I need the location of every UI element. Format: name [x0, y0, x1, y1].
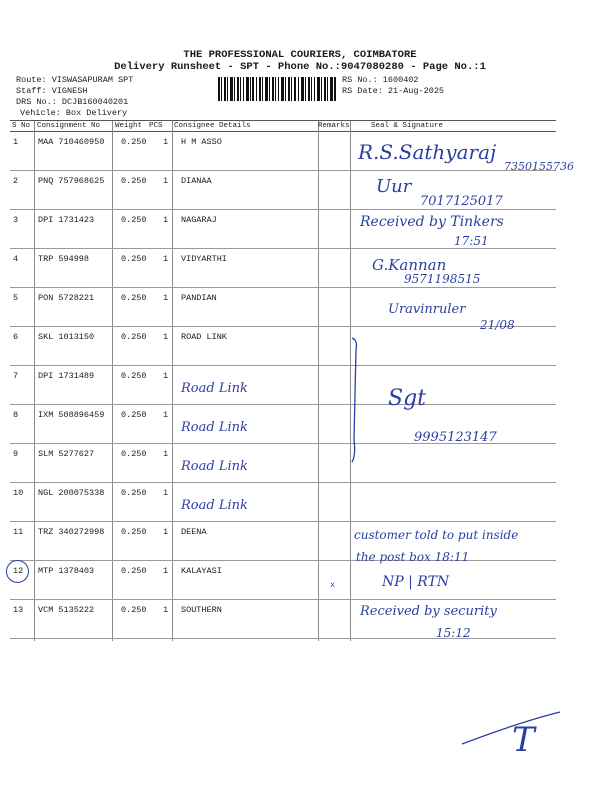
time-row-3: 17:51: [454, 234, 489, 248]
col-header-remarks: Remarks: [318, 122, 350, 130]
company-title: THE PROFESSIONAL COURIERS, COIMBATORE: [183, 49, 417, 61]
weight-value: 0.250: [121, 176, 147, 186]
consignee-name: SOUTHERN: [181, 605, 222, 615]
row-number: 3: [13, 215, 19, 225]
staff-label: Staff: VIGNESH: [16, 86, 88, 96]
weight-value: 0.250: [121, 449, 147, 459]
weight-value: 0.250: [121, 566, 147, 576]
note-row-3: Received by Tinkers: [360, 214, 504, 230]
phone-row-1: 7350155736: [504, 160, 574, 173]
col-header-consignee: Consignee Details: [174, 122, 251, 130]
pcs-value: 1: [163, 527, 169, 537]
pcs-value: 1: [163, 566, 169, 576]
handwritten-consignee-note: Road Link: [181, 498, 248, 513]
row-number: 13: [13, 605, 24, 615]
consignment-number: PON 5728221: [38, 293, 95, 303]
weight-value: 0.250: [121, 527, 147, 537]
note-row-12: NP | RTN: [382, 574, 450, 590]
consignee-name: VIDYARTHI: [181, 254, 227, 264]
pcs-value: 1: [163, 371, 169, 381]
row-number: 2: [13, 176, 19, 186]
phone-row-4: 9571198515: [404, 272, 481, 286]
row-number: 5: [13, 293, 19, 303]
note-row-5: Uravinruler: [388, 302, 466, 317]
vehicle-label: Vehicle: Box Delivery: [20, 108, 128, 118]
consignee-name: H M ASSO: [181, 137, 222, 147]
consignment-number: PNQ 757968625: [38, 176, 105, 186]
pcs-value: 1: [163, 176, 169, 186]
rs-date: RS Date: 21-Aug-2025: [342, 86, 445, 96]
weight-value: 0.250: [121, 605, 147, 615]
note-row-11-line-2: the post box 18:11: [356, 550, 470, 564]
row-number: 8: [13, 410, 19, 420]
row-number: 6: [13, 332, 19, 342]
col-header-consignment: Consignment No: [37, 122, 101, 130]
row-number: 9: [13, 449, 19, 459]
note-row-11-line-1: customer told to put inside: [354, 528, 519, 542]
col-header-seal: Seal & Signature: [371, 122, 444, 130]
col-header-sno: S No: [12, 122, 31, 130]
row-number: 12: [13, 566, 24, 576]
weight-value: 0.250: [121, 371, 147, 381]
pcs-value: 1: [163, 488, 169, 498]
pcs-value: 1: [163, 332, 169, 342]
consignment-number: MTP 1378403: [38, 566, 95, 576]
pcs-value: 1: [163, 254, 169, 264]
col-header-pcs: PCS: [149, 122, 163, 130]
row-number: 11: [13, 527, 24, 537]
handwritten-consignee-note: Road Link: [181, 420, 248, 435]
handwritten-consignee-note: Road Link: [181, 459, 248, 474]
phone-row-2: 7017125017: [420, 194, 503, 209]
weight-value: 0.250: [121, 410, 147, 420]
date-row-5: 21/08: [480, 318, 515, 332]
phone-rows-6-10: 9995123147: [414, 430, 497, 445]
time-row-13: 15:12: [436, 626, 471, 640]
pcs-value: 1: [163, 137, 169, 147]
consignee-name: ROAD LINK: [181, 332, 227, 342]
row-number: 10: [13, 488, 24, 498]
pcs-value: 1: [163, 293, 169, 303]
pcs-value: 1: [163, 215, 169, 225]
weight-value: 0.250: [121, 215, 147, 225]
consignment-number: TRP 594998: [38, 254, 90, 264]
row-number: 1: [13, 137, 19, 147]
consignment-number: VCM 5135222: [38, 605, 95, 615]
signature-row-1: R.S.Sathyaraj: [358, 140, 497, 164]
row-number: 7: [13, 371, 19, 381]
col-header-weight: Weight: [115, 122, 143, 130]
weight-value: 0.250: [121, 488, 147, 498]
signature-rows-6-10: Sgt: [388, 386, 426, 411]
footer-handwritten-mark: T: [512, 720, 535, 760]
row-number: 4: [13, 254, 19, 264]
remark-mark: x: [330, 580, 336, 590]
drs-number: DRS No.: DCJB160040201: [16, 97, 129, 107]
consignee-name: DEENA: [181, 527, 207, 537]
consignment-number: SLM 5277627: [38, 449, 95, 459]
bracket-stroke: [352, 338, 357, 462]
consignee-name: NAGARAJ: [181, 215, 217, 225]
consignment-number: IXM 508896459: [38, 410, 105, 420]
consignee-name: PANDIAN: [181, 293, 217, 303]
consignee-name: KALAYASI: [181, 566, 222, 576]
consignment-number: DPI 1731423: [38, 215, 95, 225]
route-label: Route: VISWASAPURAM SPT: [16, 75, 134, 85]
pcs-value: 1: [163, 449, 169, 459]
signature-row-4: G.Kannan: [372, 256, 447, 274]
signature-row-2: Uur: [376, 176, 412, 197]
weight-value: 0.250: [121, 137, 147, 147]
runsheet-subtitle: Delivery Runsheet - SPT - Phone No.:9047080280 - Page No.:1: [114, 61, 486, 73]
weight-value: 0.250: [121, 254, 147, 264]
consignment-number: NGL 200075338: [38, 488, 105, 498]
consignment-number: SKL 1013150: [38, 332, 95, 342]
weight-value: 0.250: [121, 293, 147, 303]
consignment-number: MAA 710460950: [38, 137, 105, 147]
consignment-number: TRZ 340272998: [38, 527, 105, 537]
weight-value: 0.250: [121, 332, 147, 342]
consignment-number: DPI 1731489: [38, 371, 95, 381]
handwritten-consignee-note: Road Link: [181, 381, 248, 396]
pcs-value: 1: [163, 605, 169, 615]
pcs-value: 1: [163, 410, 169, 420]
consignee-name: DIANAA: [181, 176, 212, 186]
note-row-13: Received by security: [360, 604, 497, 619]
rs-number: RS No.: 1600402: [342, 75, 419, 85]
footer-stroke: [462, 712, 560, 744]
